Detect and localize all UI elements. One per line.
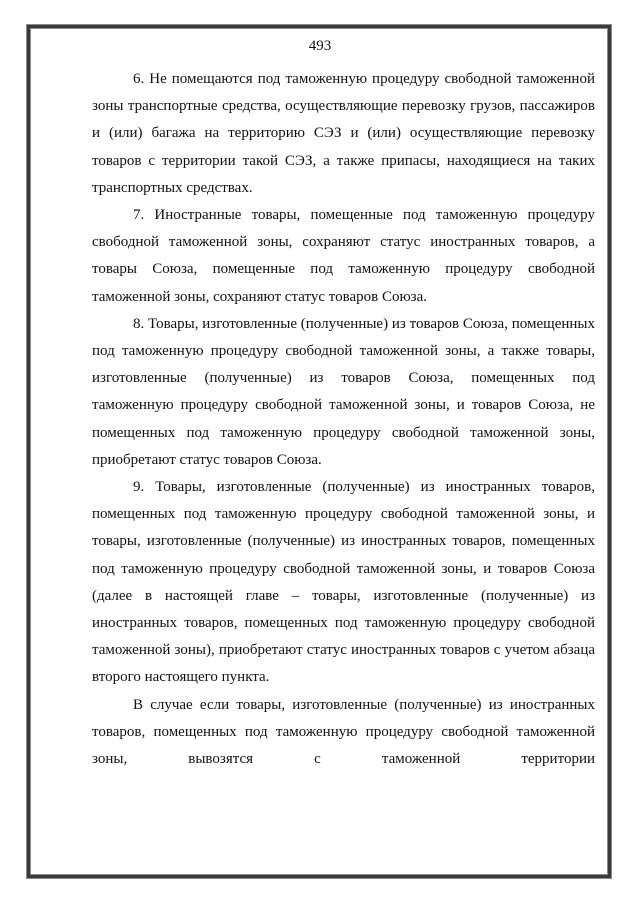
paragraph-6: 6. Не помещаются под таможенную процедуру свободной таможенной зоны транспортные средства, осуществляющие перевозку грузов, пассажиров и (или) багажа на территорию СЭЗ и (или) осуществляющие перевозку товаров с территории такой СЭЗ, а также припасы, находящиеся на таких транспортных средствах. bbox=[92, 71, 595, 196]
paragraph-9: 9. Товары, изготовленные (полученные) из иностранных товаров, помещенных под таможенную процедуру свободной таможенной зоны, и товары, изготовленные (полученные) из иностранных товаров, помещенных под таможенную процедуру свободной таможенной зоны, и товаров Союза (далее в настоящей главе – товары, изготовленные (полученные) из иностранных товаров, помещенных под таможенную процедуру свободной таможенной зоны), приобретают статус иностранных товаров с учетом абзаца второго настоящего пункта. bbox=[92, 479, 595, 686]
document-body bbox=[92, 66, 595, 773]
page-number: 493 bbox=[308, 38, 332, 54]
paragraph-9-continuation: В случае если товары, изготовленные (полученные) из иностранных товаров, помещенных под таможенную процедуру свободной таможенной зоны, вывозятся с таможенной территории bbox=[92, 696, 595, 768]
paragraph-7: 7. Иностранные товары, помещенные под таможенную процедуру свободной таможенной зоны, сохраняют статус иностранных товаров, а товары Союза, помещенные под таможенную процедуру свободной таможенной зоны, сохраняют статус товаров Союза. bbox=[92, 207, 595, 305]
paragraph-8: 8. Товары, изготовленные (полученные) из товаров Союза, помещенных под таможенную процедуру свободной таможенной зоны, а также товары, изготовленные (полученные) из товаров Союза, помещенных под таможенную процедуру свободной таможенной зоны, и товаров Союза, не помещенных под таможенную процедуру свободной таможенной зоны, приобретают статус товаров Союза. bbox=[92, 315, 595, 468]
